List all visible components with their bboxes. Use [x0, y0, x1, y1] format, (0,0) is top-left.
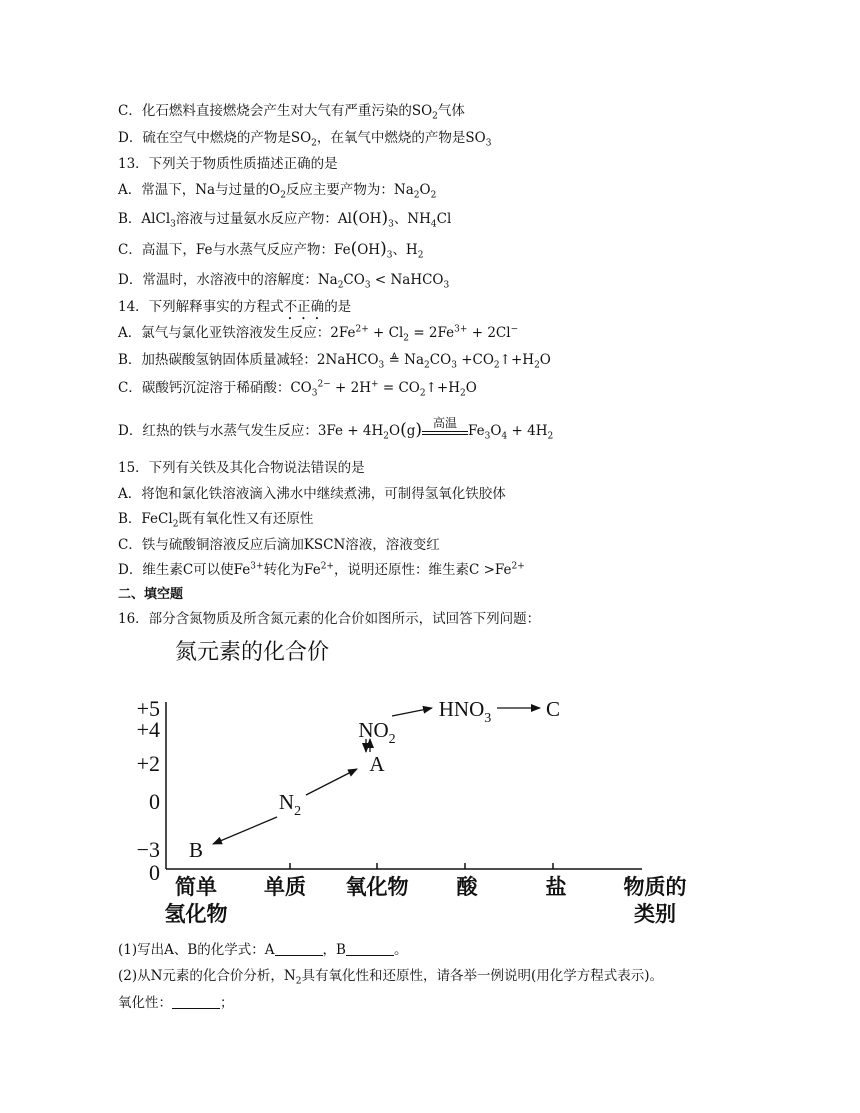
option-13a: A．常温下，Na与过量的$O_2$反应主要产物为：$Na_2O_2$	[118, 182, 437, 201]
option-15a: A．将饱和氯化铁溶液滴入沸水中继续煮沸，可制得氢氧化铁胶体	[118, 486, 506, 502]
point-label-hno3: $HNO_3$	[438, 697, 492, 726]
y-tick-label: +4	[136, 717, 160, 742]
option-15b: B．FeCl$_2$既有氧化性又有还原性	[118, 511, 314, 530]
option-13b: B．AlCl$_3$溶液与过量氨水反应产物：$Al(OH)_3$、$NH_4Cl$	[118, 208, 452, 230]
point-label-a: A	[369, 752, 385, 776]
reaction-condition: 高温	[422, 429, 468, 435]
option-14d: D．红热的铁与水蒸气发生反应：$3Fe + 4H_2O(g)$ 高温 $Fe_3O_4 + 4H_2$	[118, 416, 554, 442]
x-category-label: 酸	[456, 875, 478, 899]
question-16-2: (2)从N元素的化合价分析，$N_2$具有氧化性和还原性，请各举一例说明(用化学方程式表示)。	[118, 968, 664, 987]
option-13c-prev: C．化石燃料直接燃烧会产生对大气有严重污染的$SO_2$气体	[118, 103, 465, 122]
arrow-n2-to-b	[213, 817, 277, 844]
point-label-b: B	[188, 838, 204, 862]
arrow-n2-to-a	[306, 769, 357, 795]
question-16: 16．部分含氮物质及所含氮元素的化合价如图所示，试回答下列问题：	[118, 611, 541, 627]
x-category-label: 类别	[634, 902, 676, 926]
x-category-label: 物质的	[623, 875, 687, 899]
chart-title: 氮元素的化合价	[175, 640, 330, 665]
x-category-label: 氧化物	[345, 875, 409, 899]
y-tick-label: +2	[136, 751, 160, 776]
x-category-label: 简单	[175, 875, 217, 899]
question-16-1: (1)写出A、B的化学式：A ，B 。	[118, 942, 408, 958]
x-category-label: 单质	[264, 875, 306, 899]
point-label-no2: $NO_2$	[358, 718, 396, 747]
option-14c: C．碳酸钙沉淀溶于稀硝酸：$CO_3^{2-} + 2H^+$ = $CO_2↑+H_2O$	[118, 379, 477, 399]
point-label-c: C	[545, 697, 561, 721]
answer-blank-b[interactable]	[346, 941, 394, 956]
answer-blank-oxidation[interactable]	[172, 994, 220, 1009]
option-14a: A．氯气与氯化亚铁溶液发生反应：$2Fe^{2+} + Cl_2 = 2Fe^{3+} + 2Cl^-$	[118, 324, 519, 344]
option-13d: D．常温时，水溶液中的溶解度：$Na_2CO_3$ < NaHCO$_3$	[118, 272, 450, 291]
arrow-no2-to-hno3	[392, 708, 432, 716]
point-label-n2: $N_2$	[278, 790, 302, 819]
question-14: 14．下列解释事实的方程式不正确的是	[118, 299, 352, 315]
option-15c: C．铁与硫酸铜溶液反应后滴加KSCN溶液，溶液变红	[118, 537, 440, 553]
y-tick-label: +5	[136, 696, 160, 721]
section-heading: 二、填空题	[118, 587, 184, 602]
nitrogen-valence-chart	[0, 632, 860, 932]
y-tick-label: −3	[136, 837, 160, 862]
option-15d: D．维生素C可以使$Fe^{3+}$转化为$Fe^{2+}$，说明还原性：维生素$C >Fe^{2+}$	[118, 561, 525, 578]
x-category-label: 氢化物	[164, 902, 228, 926]
y-tick-label: 0	[149, 860, 160, 885]
option-prev-d: D．硫在空气中燃烧的产物是$SO_2$，在氧气中燃烧的产物是$SO_3$	[118, 130, 492, 149]
question-13: 13．下列关于物质性质描述正确的是	[118, 156, 338, 172]
question-16-3: 氧化性： ；	[118, 995, 234, 1011]
option-13c: C．高温下，Fe与水蒸气反应产物：$Fe(OH)_3$、$H_2$	[118, 239, 424, 261]
option-14b: B．加热碳酸氢钠固体质量减轻：2NaHCO$_3$ ≜ $Na_2CO_3$ $+CO_2↑+H_2O$	[118, 352, 551, 371]
x-category-label: 盐	[545, 875, 567, 899]
question-15: 15．下列有关铁及其化合物说法错误的是	[118, 460, 365, 476]
answer-blank-a[interactable]	[275, 941, 323, 956]
y-tick-label: 0	[149, 789, 160, 814]
